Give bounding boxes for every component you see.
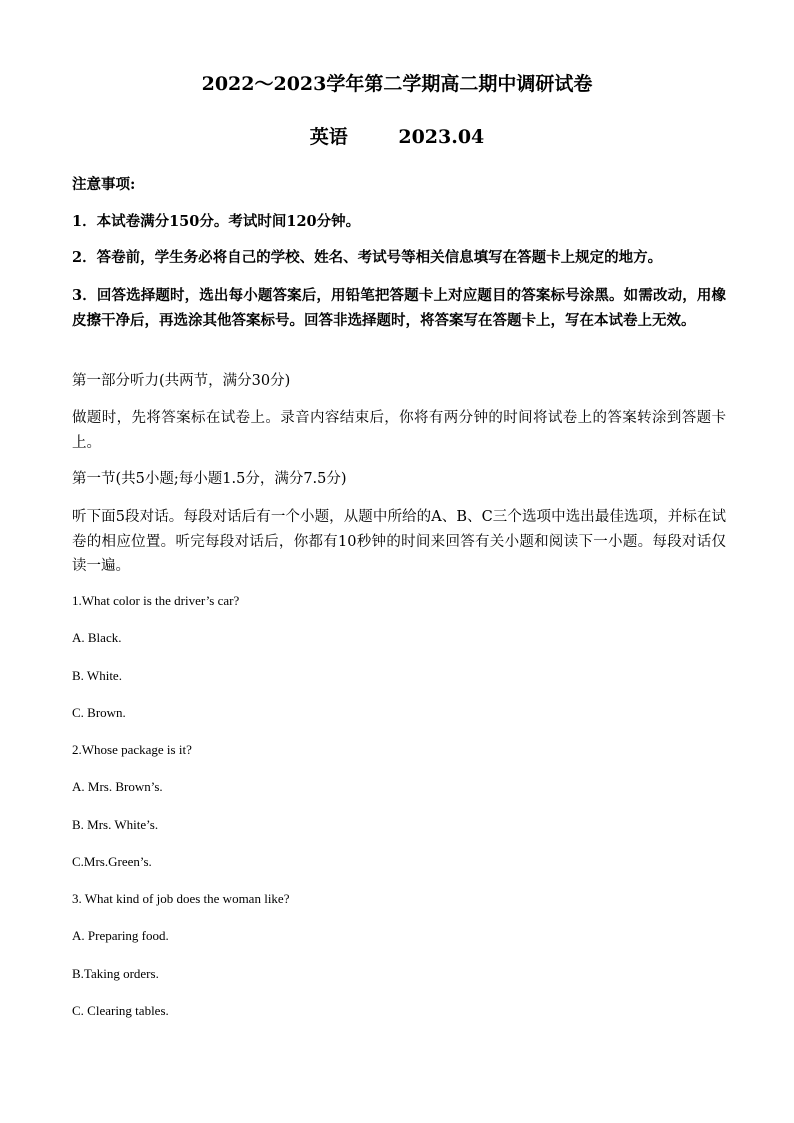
answer-option: A. Black. (72, 630, 122, 645)
exam-subtitle (0, 125, 794, 149)
exam-title: 2022～2023学年第二学期高二期中调研试卷 (201, 73, 593, 95)
answer-option: B. White. (72, 668, 122, 683)
notice-item: 3．回答选择题时，选出每小题答案后，用铅笔把答题卡上对应题目的答案标号涂黑。如需改动，用橡皮擦干净后，再选涂其他答案标号。回答非选择题时，将答案写在答题卡上，写在本试卷上无效。 (72, 287, 726, 329)
question-stem: 1.What color is the driver’s car? (72, 593, 240, 608)
part1-instruction: 做题时，先将答案标在试卷上。录音内容结束后，你将有两分钟的时间将试卷上的答案转涂到答题卡上。 (72, 410, 726, 451)
answer-option: B. Mrs. White’s. (72, 817, 159, 832)
notice-item: 1．本试卷满分150分。考试时间120分钟。 (72, 213, 361, 230)
answer-option: A. Preparing food. (72, 928, 169, 943)
question-stem: 3. What kind of job does the woman like? (72, 891, 290, 906)
subject-label: 英语 (309, 126, 348, 148)
answer-option: C.Mrs.Green’s. (72, 854, 152, 869)
section1-instruction: 听下面5段对话。每段对话后有一个小题，从题中所给的A、B、C三个选项中选出最佳选项，并标在试卷的相应位置。听完每段对话后，你都有10秒钟的时间来回答有关小题和阅读下一小题。每段对话仅读一遍。 (72, 509, 726, 574)
question-stem: 2.Whose package is it? (72, 742, 192, 757)
answer-option: C. Clearing tables. (72, 1003, 169, 1018)
notice-item: 2．答卷前，学生务必将自己的学校、姓名、考试号等相关信息填写在答题卡上规定的地方。 (72, 249, 663, 266)
part1-heading: 第一部分听力(共两节，满分30分) (72, 373, 291, 389)
answer-option: A. Mrs. Brown’s. (72, 779, 163, 794)
notice-heading: 注意事项: (72, 176, 136, 193)
exam-date: 2023.04 (398, 126, 485, 148)
answer-option: C. Brown. (72, 705, 126, 720)
answer-option: B.Taking orders. (72, 966, 159, 981)
section1-heading: 第一节(共5小题;每小题1.5分，满分7.5分) (72, 471, 347, 487)
